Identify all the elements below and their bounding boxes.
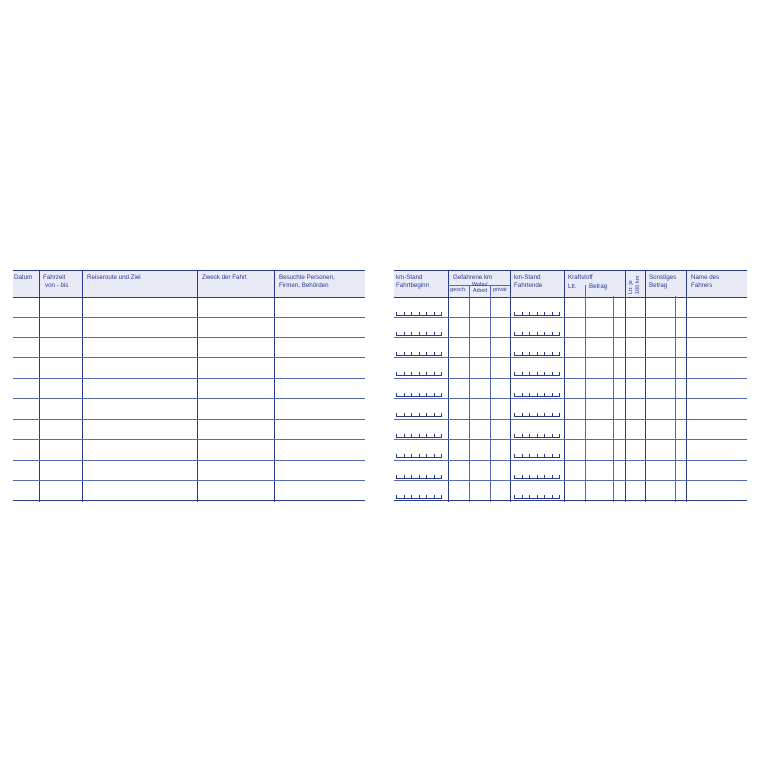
header-ltr: Ltr. (568, 283, 577, 290)
header-km-ende-line2: Fahrtende (514, 282, 543, 289)
header-km-beginn-line2: Fahrtbeginn (396, 282, 430, 289)
column-divider (82, 270, 83, 502)
odometer-digit-group (396, 371, 442, 376)
odometer-digit-group (514, 453, 560, 458)
digit-baseline (514, 375, 560, 376)
header-ltr-100-line1: Ltr. je (628, 280, 634, 294)
column-divider (625, 270, 626, 502)
column-divider (448, 270, 449, 502)
digit-baseline (396, 457, 442, 458)
digit-baseline (514, 478, 560, 479)
row-line (394, 337, 747, 338)
column-divider (274, 270, 275, 502)
odometer-digit-group (514, 494, 560, 499)
row-line (13, 439, 365, 440)
digit-baseline (396, 478, 442, 479)
row-line (13, 337, 365, 338)
header-zweck: Zweck der Fahrt (202, 274, 247, 281)
odometer-digit-group (396, 412, 442, 417)
digit-baseline (396, 335, 442, 336)
odometer-digit-group (514, 412, 560, 417)
row-line (13, 460, 365, 461)
header-km-beginn-line1: km-Stand (396, 274, 423, 281)
header-ltr-100-line2: 100 km (635, 275, 641, 294)
digit-baseline (514, 416, 560, 417)
digit-baseline (396, 437, 442, 438)
odometer-digit-group (396, 351, 442, 356)
odometer-digit-group (396, 392, 442, 397)
left-logbook-page (13, 270, 365, 502)
column-divider (686, 270, 687, 502)
row-line (13, 378, 365, 379)
row-line (13, 419, 365, 420)
subcolumn-divider (675, 296, 676, 502)
header-fahrzeit-line1: Fahrzeit (43, 274, 66, 281)
row-line (394, 439, 747, 440)
row-line (13, 357, 365, 358)
header-kraftstoff: Kraftstoff (568, 274, 593, 281)
odometer-digit-group (514, 311, 560, 316)
odometer-digit-group (396, 331, 442, 336)
digit-baseline (514, 457, 560, 458)
digit-baseline (396, 375, 442, 376)
odometer-digit-group (514, 474, 560, 479)
header-besuchte-line1: Besuchte Personen, (279, 274, 335, 281)
subcolumn-divider (613, 296, 614, 502)
digit-baseline (514, 498, 560, 499)
digit-baseline (514, 315, 560, 316)
odometer-digit-group (396, 311, 442, 316)
row-line (394, 378, 747, 379)
row-line (394, 398, 747, 399)
header-datum: Datum (14, 274, 33, 281)
digit-baseline (396, 416, 442, 417)
column-divider (510, 270, 511, 502)
digit-baseline (514, 396, 560, 397)
odometer-digit-group (514, 392, 560, 397)
header-gefahrene: Gefahrene km (453, 274, 493, 281)
header-fahrer-line1: Name des (691, 274, 720, 281)
header-reiseroute: Reiseroute und Ziel (87, 274, 141, 281)
odometer-digit-group (514, 371, 560, 376)
odometer-digit-group (514, 331, 560, 336)
header-fahrer-line2: Fahrers (691, 282, 713, 289)
row-line (13, 317, 365, 318)
row-line (394, 317, 747, 318)
row-line (394, 419, 747, 420)
column-divider (564, 270, 565, 502)
row-line (394, 480, 747, 481)
digit-baseline (396, 396, 442, 397)
column-divider (645, 270, 646, 502)
odometer-digit-group (396, 453, 442, 458)
header-besuchte-line2: Firmen, Behörden (279, 282, 329, 289)
digit-baseline (396, 315, 442, 316)
header-wohn-line2: Arbeit (473, 288, 488, 294)
odometer-digit-group (396, 474, 442, 479)
header-sonstiges-line2: Betrag (649, 282, 668, 289)
header-gesch: gesch. (450, 287, 467, 293)
right-logbook-page (394, 270, 747, 502)
header-privat: privat (493, 287, 507, 293)
row-line (394, 357, 747, 358)
header-wohn-line1: Wohn/ (472, 282, 488, 288)
row-line (13, 480, 365, 481)
odometer-digit-group (396, 433, 442, 438)
odometer-digit-group (514, 433, 560, 438)
digit-baseline (514, 335, 560, 336)
bottom-line (394, 500, 747, 501)
odometer-digit-group (396, 494, 442, 499)
header-km-ende-line1: km-Stand (514, 274, 541, 281)
header-betrag: Betrag (589, 283, 608, 290)
bottom-line (13, 500, 365, 501)
odometer-digit-group (514, 351, 560, 356)
row-line (13, 398, 365, 399)
digit-baseline (514, 437, 560, 438)
digit-baseline (514, 355, 560, 356)
digit-baseline (396, 355, 442, 356)
column-divider (39, 270, 40, 502)
digit-baseline (396, 498, 442, 499)
header-fahrzeit-line2: von - bis (45, 282, 69, 289)
row-line (394, 460, 747, 461)
column-divider (197, 270, 198, 502)
header-sonstiges-line1: Sonstiges (649, 274, 677, 281)
